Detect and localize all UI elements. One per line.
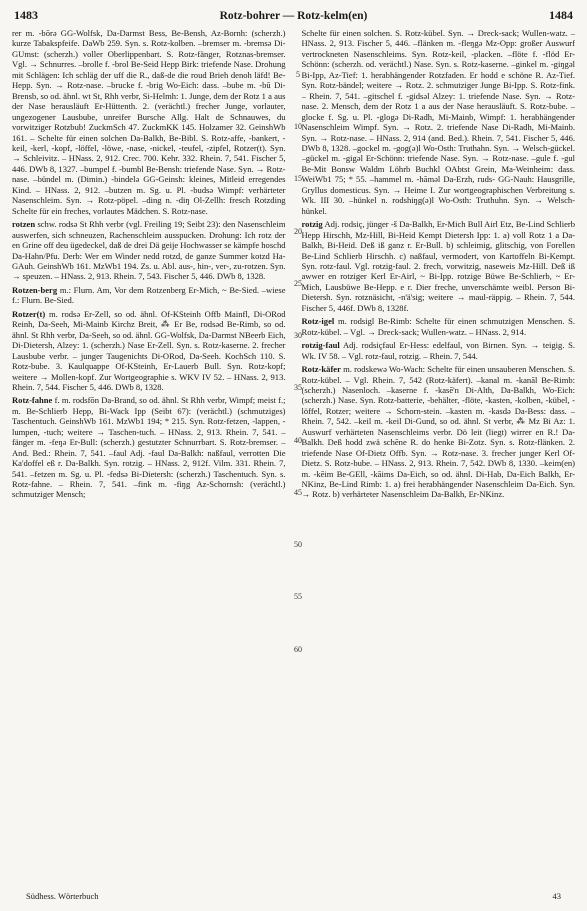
entry-headword: Rotzen-berg xyxy=(12,284,58,295)
dictionary-entry xyxy=(12,309,286,393)
page-footer xyxy=(26,891,561,901)
line-number: 35 xyxy=(294,383,302,393)
entry-text: f. m. rodsfōn Da-Brand, so od. ähnl. St Rhh verbr, Wimpf; meist f.; m. Be-Schlierb Hepp, Bi-Wack Ipp (Seibt 67): (verächtl.) (schmutziges) Taschentuch. GeinshWb 161. MzWb1 194; * 215. Syn. Rotz-fetzen, -lappen, -lumpen, -tuch; weitere → Taschen-tuch. – HNass. 2, 913. Rhein. 7, 541. –fänger m. -feŋə Er-Bull: (scherzh.) gestutzter Schnurrbart. S. Rotz-bremser. – And. Bed.: Rhein. 7, 541. –faul Adj. -faul Da-Balkh: naßfaul, verrotten Die Ka'doffel eß r. Da-Balkh. Syn. rotzig. – HNass. 2, 912f. Vilm. 331. Rhein. 7, 541. –fetzen m. Sg. u. Pl. -fedsə Bi-Dietersh: (scherzh.) Taschentuch. Syn. s. Rotz-fahne. – Rhein. 7, 541. –fink m. -fiŋg Az-Schornsh: (verächtl.) schmutziger Mensch; xyxy=(12,395,286,500)
right-column xyxy=(302,28,576,871)
line-number: 60 xyxy=(294,644,302,654)
left-column xyxy=(12,28,286,871)
line-number: 45 xyxy=(294,487,302,497)
entry-headword: rotzig-faul xyxy=(301,340,340,351)
dictionary-entry xyxy=(302,364,576,500)
entry-text: Schelte für einen solchen. S. Rotz-kübel. Syn. → Dreck-sack; Wullen-watz. – HNass. 2, 913. Fischer 5, 446. –flänken m. -fleŋgə Mz-Opp: großer Auswurf vertrockneten Nasenschleims. Syn. Rotz-keil, -placken. –flöte f. -flöd Er-Schönn: (scherzh. od. verächtl.) Nase. Syn. s. Rotz-kaserne. –ginkel m. -giŋgəl Bi-Ipp, Az-Tief: 1. herabhängender Rotzfaden. Er hodd e schöne R. Az-Tief. Syn. Rotz-bändel; weitere → Rotz. 2. schmutziger Junge Bi-Ipp. S. Rotz-fink. – Rhein. 7, 541. –gitschel f. -gidsəl Alzey: 1. triefende Nase. Syn. → Rotz-nase. 2. Mensch, dem der Rotz 1 a aus der Nase herausläuft. S. Rotz-bube. –glocke f. Sg. u. Pl. -glogə Di-Radh, Mi-Mainb, Wimpf: 1. herabhängender Nasenschleim Wimpf. Syn. → Rotz. 2. triefende Nase Di-Radh, Mi-Mainb. Syn. → Rotz-nase. – HNass. 2, 914 (and. Bed.). Rhein. 7, 541. Fischer 5, 446. DWb 8, 1328. –gockel m. -gog(ə)l Wo-Osth: Truthahn. Syn. → Welsch-gückel. –gückel m. -gigəl Er-Schönn: triefende Nase. Syn. → Rotz-nase. –gule f. -gul Be-Mit Bonsw Waldm Löhrb Buchkl OAbtst Grein, Ma-Weinheim: dass. WeiWb1 75; * 55. –hammel m. -hāməl Da-Erzh, ruds- GG-Nauh: Hausgrille, Gryllus domesticus. Syn. → Heime I. Zur wortgeographischen Verbreitung s. Wk. III 30. –hünkel n. rodshiŋg(ə)l Wo-Osth: Truthuhn. Syn. → Welsch-hünkel. xyxy=(301,28,575,216)
entry-text: Adj. rodsiç, jünger -š Da-Balkh, Er-Mich Bull Airl Etz, Be-Lind Schlierb Hepp Hirschh, Mz-Hill, Bi-Heid Kempt Dietersh Ipp: 1. a) voll Rotz 1 a Da-Balkh, Bi-Heid. Deß iß ganz r. Er-Bull. b) schleimig, glitschig, von Forellen Be-Lind Schlierb Hirschh. c) naßfaul, vermodert, von Kartoffeln Bi-Kempt. Syn. rotz-faul. Vgl. rotzig-faul. 2. frech, vorwitzig, naseweis Mz-Hill. Deß iß awwer en rotziger Kerl Er-Airl, ~ Bi-Ipp. rotzige Büwe Be-Schlierb, ~ Er-Mich, Lausbüwe Be-Hepp. e r. Dier freche, unverschämte weibl. Person Bi-Dietersh. Syn. rotznäsicht, -n'ä'sig; weitere → maul-räppig. – Rhein. 7, 544. Fischer 5, 446f. DWb 8, 1328f. xyxy=(301,219,575,313)
entry-text: m.: Flurn. Am, Vor dem Rotzenberg Er-Mich, ~ Be-Sied. –wiese f.: Flurn. Be-Sied. xyxy=(12,284,286,306)
dictionary-entry xyxy=(12,28,286,216)
line-number: 30 xyxy=(294,331,302,341)
entry-text: rer m. -bōrə GG-Wolfsk, Da-Darmst Bess, Be-Bensh, Az-Bornh: (scherzh.) kurze Tabakspfeife. DaWb 259. Syn. s. Rotz-kolben. –bremser m. -bremsə Di-GUmst: (scherzh.) voller Oberlippenbart. S. Rotz-fänger, Rotznas-bremser. Vgl. → Schnurres. –brolle f. -brol Be-Seid Hepp Birk: triefende Nase. Drohung mit Schlägen: Ich schläg der uff die R., daß-de die roud Brieh denoh läfd! Be-Hepp. Syn. → Rotz-nase. –brucke f. -brig Wo-Eich: dass. –bube m. -bū Di-Brensb, so od. ähnl. wt St, Rhh verbr, Si-Helmh: 1. Junge, dem der Rotz 1 a aus der Nase herausläuft Er-Hüttenth. 2. (verächtl.) frecher Junge, vorlauter, ungezogener Lausbube, unreifer Bursche Allg. Halt de Schnauwes, du vorwitziger Rotzbub! ZuckmSch 47. ZuckmKK 145. Holzamer 32. GeinshWb 161. – Schelte für einen solchen Da-Balkh, Be-Bibl. S. Rotz-affe, -bankert, -keil, -kerl, -kopf, -löffel, -löwe, -nase, -nickel, -teufel, -zipfel, Rotzer(t). Syn. → Schleivitz. – HNass. 2, 912. Crec. 700. Kehr. 332. Rhein. 7, 541. Fischer 5, 446. DWb 8, 1327. –bumpel f. -bumbl Be-Bensh: triefende Nase. Syn. → Rotz-nase. –bündel m. (Dimin.) -bindelə GG-Geinsh: kleines, Mitleid erregendes Kind. – HNass. 2, 912. –butzen m. Sg. u. Pl. -budsə Wimpf: verhärteter Nasenschleim. Syn. → Rotz-pöpel. –ding n. -diŋ Ol-Zellh: fresch Rotzding Schelte für ein freches, vorlautes Mädchen. S. Rotz-nase. xyxy=(12,28,286,216)
footer-publication: Südhess. Wörterbuch xyxy=(26,891,99,901)
entry-text: schw. rodsə St Rhh verbr (vgl. Freiling 19; Seibt 23): den Nasenschleim auswerfen, sich schneuzen, Rachenschleim ausspucken. Drohung: Ich rotz der en Grine off deu ügedeckel, daß de drei Dä geije Hochwasser se kämpfe hoschd Da-Hahn/Pfu. Derb: Wer em Winder nedd rotzd, de ganze Summer kotzd Ha-GAuh. GeinshWb 161. MzWb1 194. Zs. u. Abl. aus-, hin-, ver-, zu-rotzen. Syn. → speuzen. – HNass. 2, 913. Rhein. 7, 543. Fischer 5, 446. DWb 8, 1328. xyxy=(12,219,286,282)
entry-text: Adj. rodsiçfaul Er-Hess: edelfaul, von Birnen. Syn. → teigig. S. Wk. IV 58. – Vgl. rotz-faul, rotzig. – Rhein. 7, 544. xyxy=(301,340,575,361)
running-title: Rotz-bohrer — Rotz-kelm(en) xyxy=(219,10,368,22)
line-number: 40 xyxy=(294,435,302,445)
entry-headword: Rotz-fahne xyxy=(12,395,53,406)
page-header xyxy=(14,8,573,24)
dictionary-entry xyxy=(302,340,576,361)
entry-text: m. rodsə Er-Zell, so od. ähnl. Of-KSteinh Offb Mainfl, Di-ORod Reinh, Da-Seeh, Mi-Mainb Kirchz Breit, ⁂ Er Be, rodsəd Be-Rimb, so od. ähnl. St Rhh verbr, Da-Seeh, so od. ähnl. GG-Wolfsk, Da-Darmst NBeerb Eich, Di-Dietersh, Alzey: 1. (scherzh.) Nase Er-Zell. Syn. s. Rotz-kaserne. 2. frecher Lausbube verbr. – junger Taugenichts Di-ORod, Da-Seeh. KochSch 110. S. Rotz-bube. 3. Kaulquappe Of-KSteinh, Er-Lauerb Bull. Syn. Rotz-kopf; weitere → Mollen-kopf. Zur Wortgeographie s. WKV IV 52. – HNass. 2, 913. Rhein. 7, 544. Fischer 5, 446. DWb 8, 1328. xyxy=(12,308,286,392)
entry-headword: rotzen xyxy=(12,219,36,230)
entry-headword: Rotzer(t) xyxy=(12,308,46,319)
line-number: 50 xyxy=(294,540,302,550)
entry-headword: rotzig xyxy=(301,219,323,230)
dictionary-entry xyxy=(302,219,576,313)
entry-text: m. rodskewə Wo-Wach: Schelte für einen unsauberen Menschen. S. Rotz-kübel. – Vgl. Rhein. 7, 542 (Rotz-käfert). –kanal m. -kanāl Be-Rimb: (scherzh.) Nasenloch. –kaserne f. -kasē'n Di-Alth, Da-Balkh, Wo-Eich: (scherzh.) Nase. Syn. Rotz-batterie, -behälter, -flöte, -kasten, -kolben, -kübel, -löffel, Rotzer; weitere → Schorn-stein. –kasten m. -kasdə Da-Bess: dass. – Rhein. 7, 542. –keil m. -keil Di-Gund, so od. ähnl. St verbr, ⁂ Mz Bi Az: 1. Auswurf verhärteten Nasenschleims verbr. Dö leit (liegt) wirrer en R.! Da-Balkh. Deß hodd zwä schēne R. do henke Bi-Zotz. Syn. s. Rotz-flänken. 2. triefende Nase Of-Dietz Offb. Syn. → Rotz-nase. 3. frecher junger Kerl Of-Dietz. S. Rotz-bube. – HNass. 2, 913. Rhein. 7, 542. DWb 8, 1330. –keim(en) m. -kēim Be-GEll, -kāims Da-Eich, so od. ähnl. Di-Hab, Da-Eich Balkh, Er-NKinz, Be-Lind Rimb: 1. a) frei herabhängender Nasenschleim Da-Eich. Syn. → Rotz. b) verhärteter Nasenschleim Da-Balkh, Er-NKinz. xyxy=(301,364,575,500)
footer-sheet-number: 43 xyxy=(552,891,561,901)
line-number: 15 xyxy=(294,174,302,184)
entry-headword: Rotz-igel xyxy=(301,316,335,327)
entry-text: m. rodsigl Be-Rimb: Schelte für einen schmutzigen Menschen. S. Rotz-kübel. – Vgl. → Dreck-sack; Wullen-watz. – HNass. 2, 914. xyxy=(301,316,575,337)
line-number: 20 xyxy=(294,226,302,236)
dictionary-entry xyxy=(12,395,286,500)
entry-headword: Rotz-käfer xyxy=(301,364,341,375)
line-number: 10 xyxy=(294,122,302,132)
dictionary-entry xyxy=(12,219,286,282)
line-number: 55 xyxy=(294,592,302,602)
dictionary-entry xyxy=(302,316,576,337)
page-number-left: 1483 xyxy=(14,8,38,22)
line-number: 25 xyxy=(294,278,302,288)
line-number: 5 xyxy=(296,69,300,79)
dictionary-entry xyxy=(302,28,576,216)
dictionary-entry xyxy=(12,285,286,306)
page-number-right: 1484 xyxy=(548,8,573,22)
columns xyxy=(12,28,575,871)
